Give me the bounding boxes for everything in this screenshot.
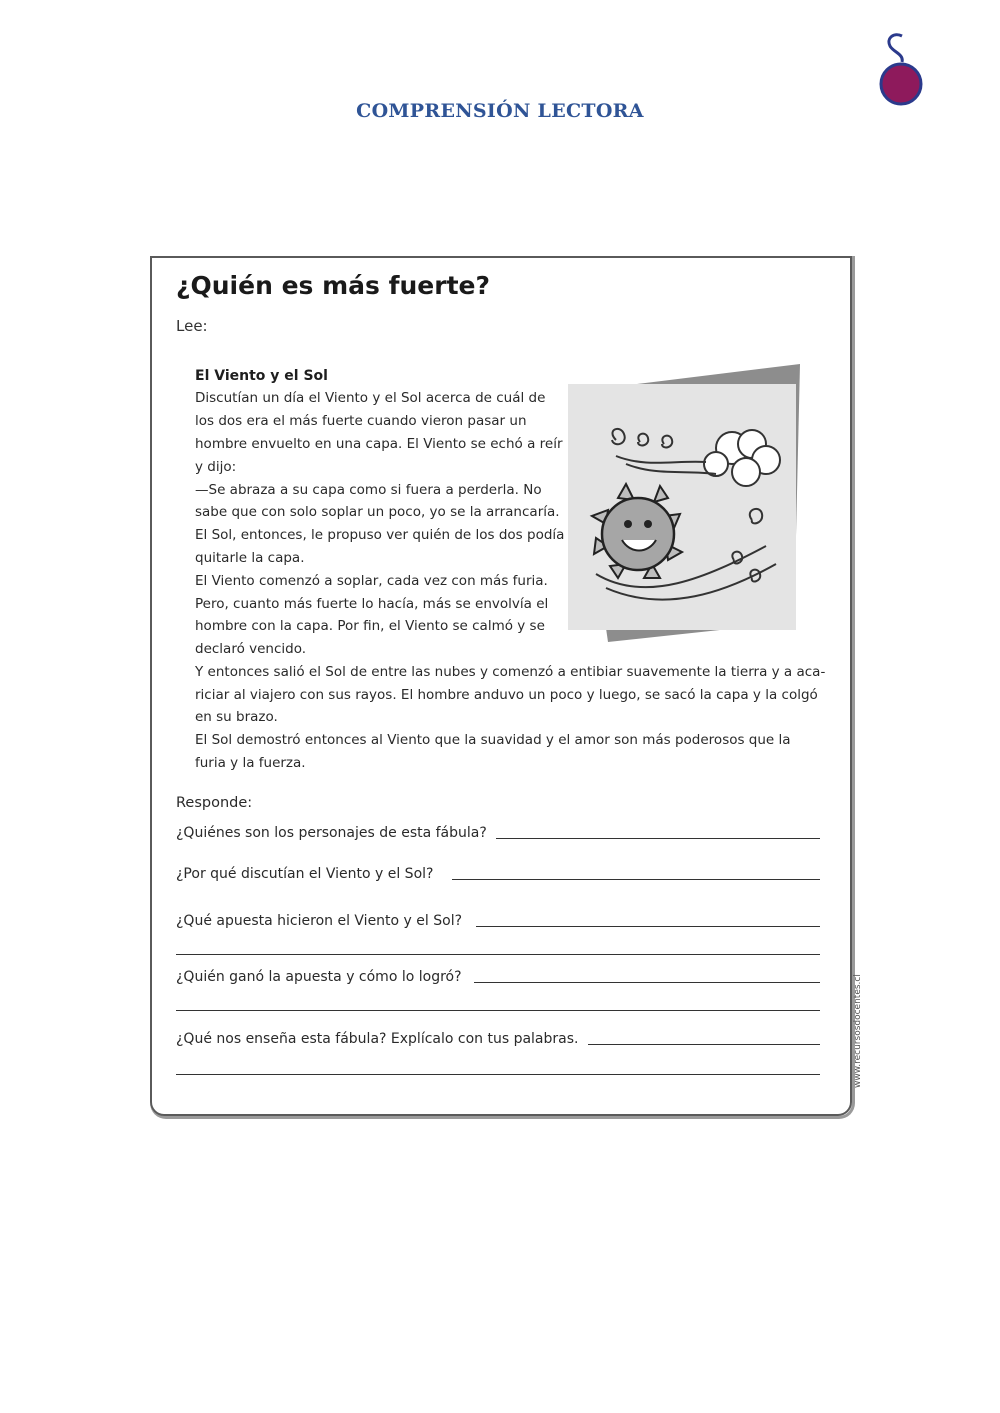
question-1: ¿Quiénes son los personajes de esta fábula? (176, 825, 487, 841)
story-line: y dijo: (195, 459, 237, 475)
story-line: Discutían un día el Viento y el Sol acerca de cuál de (195, 390, 546, 406)
story-line: declaró vencido. (195, 641, 307, 657)
story-line: hombre envuelto en una capa. El Viento se echó a reír (195, 436, 563, 452)
answer-line[interactable] (496, 838, 820, 839)
page-title: COMPRENSIÓN LECTORA (356, 100, 644, 122)
story-line: —Se abraza a su capa como si fuera a perderla. No (195, 482, 542, 498)
worksheet-title: ¿Quién es más fuerte? (176, 271, 490, 300)
story-title: El Viento y el Sol (195, 368, 328, 384)
answer-line[interactable] (176, 954, 820, 955)
story-line: riciar al viajero con sus rayos. El hombre anduvo un poco y luego, se sacó la capa y la colgó (195, 687, 818, 703)
respond-label: Responde: (176, 795, 253, 811)
story-line: Y entonces salió el Sol de entre las nubes y comenzó a entibiar suavemente la tierra y a aca- (195, 664, 826, 680)
read-instruction: Lee: (176, 317, 208, 335)
sun-wind-illustration (556, 364, 802, 642)
question-5: ¿Qué nos enseña esta fábula? Explícalo con tus palabras. (176, 1031, 579, 1047)
story-line: quitarle la capa. (195, 550, 305, 566)
question-2: ¿Por qué discutían el Viento y el Sol? (176, 866, 434, 882)
question-3: ¿Qué apuesta hicieron el Viento y el Sol? (176, 913, 463, 929)
answer-line[interactable] (474, 982, 820, 983)
story-line: sabe que con solo soplar un poco, yo se la arrancaría. (195, 504, 560, 520)
logo-icon (872, 30, 926, 110)
story-line: Pero, cuanto más fuerte lo hacía, más se envolvía el (195, 596, 549, 612)
story-line: furia y la fuerza. (195, 755, 306, 771)
source-url: www.recursosdocentes.cl (853, 974, 863, 1088)
answer-line[interactable] (588, 1044, 820, 1045)
story-line: El Viento comenzó a soplar, cada vez con más furia. (195, 573, 548, 589)
answer-line[interactable] (452, 879, 820, 880)
story-line: El Sol demostró entonces al Viento que la suavidad y el amor son más poderosos que la (195, 732, 791, 748)
story-line: en su brazo. (195, 709, 278, 725)
story-line: los dos era el más fuerte cuando vieron pasar un (195, 413, 527, 429)
story-line: hombre con la capa. Por fin, el Viento se calmó y se (195, 618, 545, 634)
answer-line[interactable] (476, 926, 820, 927)
story-line: El Sol, entonces, le propuso ver quién de los dos podía (195, 527, 565, 543)
answer-line[interactable] (176, 1074, 820, 1075)
question-4: ¿Quién ganó la apuesta y cómo lo logró? (176, 969, 462, 985)
answer-line[interactable] (176, 1010, 820, 1011)
